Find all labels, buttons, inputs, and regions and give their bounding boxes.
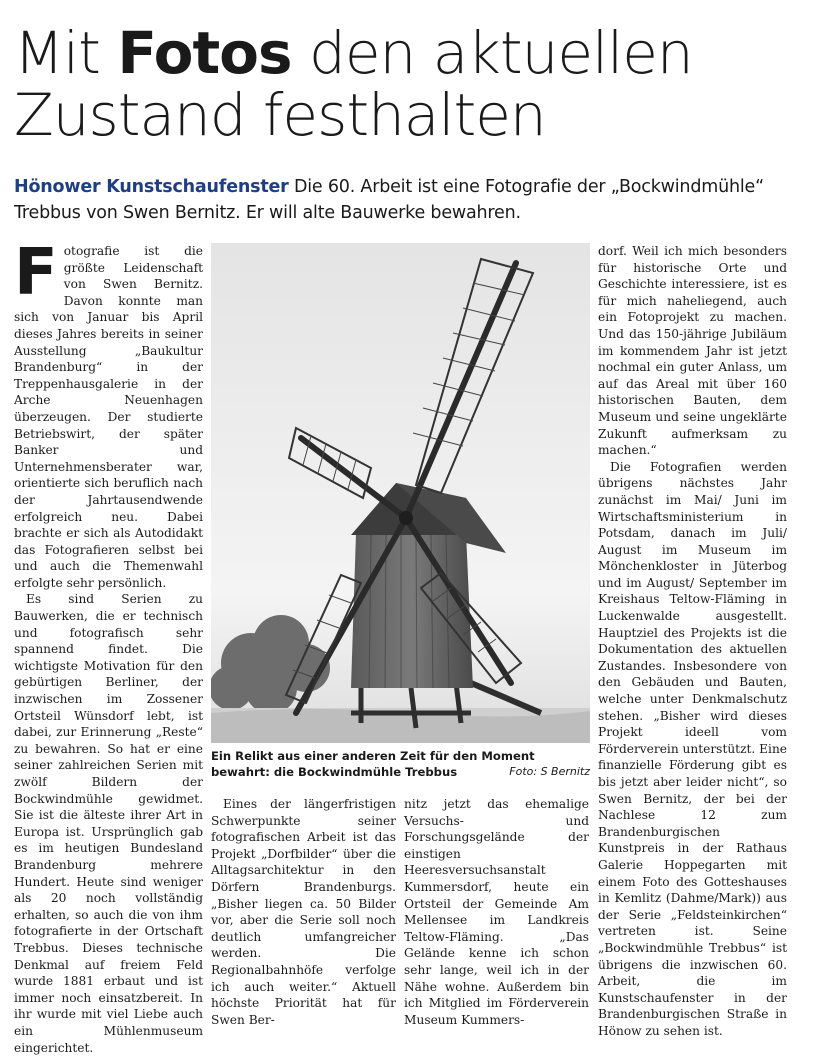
drop-cap: F (14, 236, 58, 310)
windmill-photo (211, 243, 590, 743)
article-column-2 (211, 796, 396, 1028)
article-paragraph: Es sind Serien zu Bauwerken, die er technisch und fotografisch sehr spannend findet. Die wichtigste Motivation für den gebürtigen Berliner, der inzwischen im Zossener Ortsteil Wünsdorf lebt, ist dabei, zur Erinnerung „Reste“ zu bewahren. So hat er eine seiner zahlreichen Serien mit zwölf Bildern der Bockwindmühle gewidmet. Sie ist die älteste ihrer Art in Europa ist. Ursprünglich gab es im heutigen Bundesland Brandenburg mehrere Hundert. Heute sind weniger als 20 noch vollständig erhalten, so auch die von ihm fotografierte in der Ortschaft Trebbus. Dieses technische Denkmal auf freiem Feld wurde 1881 erbaut und ist immer noch einsatzbereit. In ihr wurde mit viel Liebe auch ein Mühlenmuseum eingerichtet. (14, 592, 203, 1055)
article-paragraph: Die Fotografien werden übrigens nächstes Jahr zunächst im Mai/ Juni im Wirtschaftsministerium in Potsdam, danach im Juli/ August im Museum im Mönchenkloster in Jüterbog und im August/ September im Kreishaus Teltow-Fläming in Luckenwalde ausgestellt. Hauptziel des Projekts ist die Dokumentation des aktuellen Zustandes. Insbesondere von den Gebäuden und Bauten, welche unter Denkmalschutz stehen. „Bisher wird dieses Projekt ideell vom Förderverein unterstützt. Eine finanzielle Förderung gibt es bis jetzt aber leider nicht“, so Swen Bernitz, der bei der Nachlese 12 zum Brandenburgischen Kunstpreis in der Rathaus Galerie Hoppegarten mit einem Foto des Gotteshauses in Kemlitz (Dahme/Mark)) aus der Serie „Feldsteinkirchen“ vertreten ist. Seine „Bockwindmühle Trebbus“ ist übrigens die inzwischen 60. Arbeit, die im Kunstschaufenster in der Brandenburgischen Straße in Hönow zu sehen ist. (598, 459, 788, 1038)
windmill-illustration (211, 243, 590, 743)
article-paragraph: dorf. Weil ich mich besonders für historische Orte und Geschichte interessiere, ist es für mich naheliegend, auch ein Fotoprojekt zu machen. Und das 150-jährige Jubiläum im kommendem Jahr ist jetzt nochmal ein guter Anlass, um auf das Areal mit über 160 historischen Bauten, dem Museum und seine ungeklärte Zukunft aufmerksam zu machen.“ (598, 244, 787, 458)
article-column-1 (14, 236, 203, 1056)
headline (14, 19, 804, 149)
article-paragraph: Eines der längerfristigen Schwerpunkte seiner fotografischen Arbeit ist das Projekt „Dorfbilder“ über die Alltagsarchitektur in den Dörfern Brandenburgs. „Bisher liegen ca. 50 Bilder vor, aber die Serie soll noch deutlich umfangreicher werden. Die Regionalbahnhöfe verfolge ich auch weiter.“ Aktuell höchste Priorität hat für Swen Ber- (211, 797, 396, 1027)
article-column-4 (598, 243, 787, 1040)
article-column-3 (404, 796, 589, 1028)
headline-bold: Fotos (117, 19, 292, 87)
article-text: otografie ist die größte Leidenschaft von Swen Bernitz. Davon konnte man sich von Januar bis April dieses Jahres bereits in seiner Ausstellung „Baukultur Brandenburg“ in der Treppenhausgalerie in der Arche Neuenhagen überzeugen. Der studierte Betriebswirt, der später Banker und Unternehmensberater war, orientierte sich beruflich nach der Jahrtausendwende erfolgreich neu. Dabei brachte er sich als Autodidakt das Fotografieren selbst bei und auch die Themenwahl erfolgte sehr persönlich. (14, 244, 203, 590)
caption-text: Ein Relikt aus einer anderen Zeit für den Moment bewahrt: die Bockwindmühle Trebbus (211, 749, 535, 779)
article-paragraph: nitz jetzt das ehemalige Versuchs- und Forschungsgelände der einstigen Heeresversuchsanstalt Kummersdorf, heute ein Ortsteil der Gemeinde Am Mellensee im Landkreis Teltow-Fläming. „Das Gelände kenne ich schon sehr lange, weil ich in der Nähe wohne. Außerdem bin ich Mitglied im Förderverein Museum Kummers- (404, 797, 589, 1027)
photo-caption (211, 748, 590, 780)
photo-credit: Foto: S Bernitz (509, 765, 590, 778)
deck (14, 174, 804, 226)
article-paragraph (14, 236, 203, 591)
headline-part1: Mit (14, 19, 118, 87)
deck-kicker: Hönower Kunstschaufenster (14, 177, 289, 197)
headline-part2: den aktuellen Zustand festhalten (14, 19, 693, 149)
deck-text: Die 60. Arbeit ist eine Fotografie der „Bockwindmühle“ Trebbus von Swen Bernitz. Er will alte Bauwerke bewahren. (14, 177, 764, 223)
